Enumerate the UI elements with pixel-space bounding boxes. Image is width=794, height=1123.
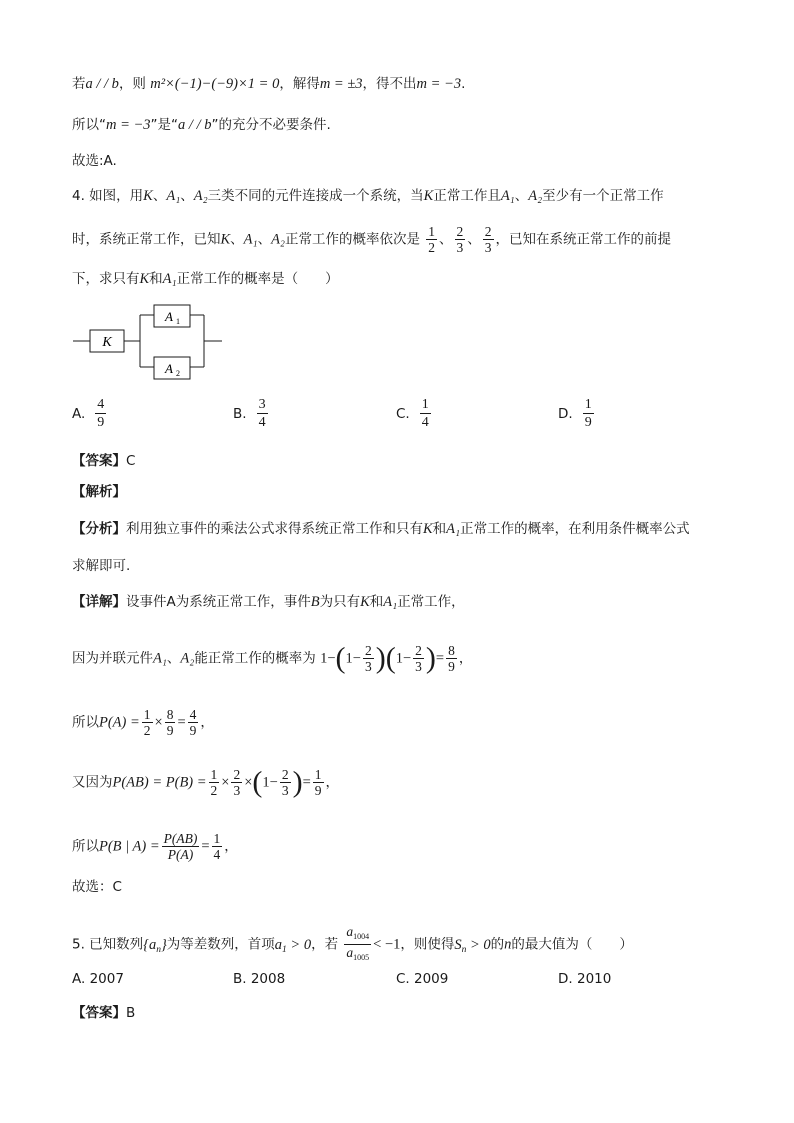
text: 下，求只有 — [72, 271, 140, 287]
fraction — [165, 707, 176, 738]
q5-stem — [72, 924, 633, 965]
numerator: 1 — [421, 397, 429, 412]
subscript: n — [156, 944, 161, 955]
text: ， — [325, 774, 340, 791]
numerator: 1 — [213, 831, 221, 846]
numerator: 2 — [484, 224, 492, 239]
math: = — [302, 774, 311, 791]
option-value — [95, 396, 106, 431]
text: 、 — [230, 231, 244, 248]
denominator: 9 — [448, 659, 455, 674]
q5-answer — [72, 1003, 135, 1023]
text: 至少有一个正常工作 — [542, 188, 664, 204]
denominator: 4 — [421, 415, 429, 430]
text: 4. 如图，用 — [72, 188, 144, 204]
text: 三类不同的元件连接成一个系统，当 — [207, 188, 424, 204]
q4-stem-line-3 — [72, 269, 339, 289]
q5-option-a[interactable]: A. 2007 — [72, 971, 124, 987]
subscript: 1005 — [353, 953, 370, 962]
fraction — [363, 643, 374, 674]
paren-close: ) — [375, 641, 386, 675]
text: 正常工作的概率是（ ） — [176, 271, 339, 287]
math: = — [201, 838, 210, 855]
text: 的最大值为（ ） — [511, 936, 633, 953]
text: ”是“ — [150, 117, 179, 133]
text: 和 — [432, 521, 447, 537]
denominator: 4 — [213, 847, 221, 862]
circuit-diagram — [70, 300, 230, 386]
paren-close: ) — [292, 765, 303, 799]
equation: m = −3 — [416, 76, 462, 92]
fraction — [313, 767, 324, 798]
q4-xiangjie-line-2 — [72, 643, 472, 674]
denominator: 2 — [143, 723, 151, 738]
option-a[interactable] — [72, 396, 108, 431]
text: 所以 — [72, 714, 99, 731]
math: } — [160, 936, 167, 953]
numerator: 8 — [448, 643, 455, 658]
q4-stem-line-2 — [72, 224, 671, 255]
text: 为只有 — [319, 594, 361, 610]
var-n: n — [504, 936, 512, 953]
numerator: 2 — [415, 643, 422, 658]
denominator: 3 — [484, 240, 492, 255]
q4-answer — [72, 451, 135, 471]
text: 5. 已知数列 — [72, 936, 144, 953]
fraction — [162, 831, 200, 862]
q4-xiangjie-line-5 — [72, 831, 238, 862]
var-a1: A₁ — [383, 594, 398, 610]
var-a1: A₁ — [162, 271, 177, 287]
text: ， — [200, 714, 214, 731]
math: > 0 — [286, 936, 312, 953]
denominator: 4 — [258, 415, 266, 430]
text: 设事件A为系统正常工作，事件 — [126, 594, 311, 610]
text: 利用独立事件的乘法公式求得系统正常工作和只有 — [126, 521, 423, 537]
denominator: P(A) — [167, 847, 194, 862]
var-k: K — [360, 594, 370, 610]
q4-analysis-tag — [72, 482, 126, 502]
text: 所以“ — [72, 117, 106, 133]
text: ，已知在系统正常工作的前提 — [495, 231, 672, 248]
fraction — [212, 831, 223, 862]
option-label: C. — [396, 405, 410, 422]
numerator: 1 — [584, 397, 592, 412]
numerator: 1 — [428, 224, 436, 239]
paren-open: ( — [335, 641, 346, 675]
math: × — [221, 774, 230, 791]
equation: m = −3 — [106, 117, 151, 133]
numerator: 3 — [258, 397, 266, 412]
numerator: 2 — [233, 767, 241, 782]
denominator: 9 — [97, 415, 105, 430]
fraction — [231, 767, 242, 798]
text: ， — [224, 838, 238, 855]
math: 1− — [320, 650, 336, 667]
text: 正常工作的概率依次是 — [284, 231, 420, 248]
separator: 、 — [467, 231, 481, 248]
var-k: K — [143, 188, 153, 204]
math: × — [154, 714, 163, 731]
q5-option-b[interactable]: B. 2008 — [233, 971, 286, 987]
var-a1: A₁ — [500, 188, 515, 204]
a2-subscript: 2 — [176, 369, 180, 378]
numerator: 1 — [210, 767, 218, 782]
a1-subscript: 1 — [176, 317, 180, 326]
parallel-condition: a / / b — [85, 76, 119, 92]
fraction — [344, 924, 371, 965]
text: ， — [458, 650, 473, 667]
var-a1: A₁ — [166, 188, 181, 204]
text: ，则使得 — [400, 936, 455, 953]
q5-option-d[interactable]: D. 2010 — [558, 971, 612, 987]
text: 、 — [514, 188, 529, 204]
denominator: 9 — [189, 723, 197, 738]
math: P(AB) = P(B) = — [112, 774, 207, 791]
text: 时，系统正常工作，已知 — [72, 231, 221, 248]
numerator: 4 — [97, 397, 105, 412]
fraction — [483, 224, 494, 255]
subscript: n — [461, 944, 467, 955]
var-a1: A₁ — [153, 650, 167, 667]
math: 1− — [345, 650, 361, 667]
text: 正常工作的概率，在利用条件概率公式 — [460, 521, 690, 537]
answer-value: C — [126, 453, 136, 469]
option-label: A. — [72, 405, 86, 422]
q4-choose: 故选：C — [72, 879, 122, 895]
text: 和 — [149, 271, 163, 287]
answer-value: B — [126, 1005, 136, 1021]
option-label: D. — [558, 405, 573, 422]
math: 1− — [395, 650, 412, 667]
k-label: K — [102, 335, 112, 350]
fraction — [280, 767, 291, 798]
text: 为等差数列，首项 — [166, 936, 275, 953]
denominator — [344, 945, 371, 965]
text: 正常工作且 — [433, 188, 501, 204]
equation: m = ±3 — [319, 76, 363, 92]
numerator: 4 — [189, 707, 197, 722]
var-a1: A₁ — [446, 521, 461, 537]
q4-fenxi-line-1 — [72, 519, 690, 539]
fraction — [142, 707, 153, 738]
math: P(B | A) = — [99, 838, 160, 855]
text: ，解得 — [279, 76, 320, 92]
var-k: K — [423, 521, 433, 537]
denominator: 2 — [210, 783, 218, 798]
option-value — [583, 396, 594, 431]
fraction — [413, 643, 424, 674]
denominator: 2 — [428, 240, 436, 255]
math: a — [346, 924, 354, 939]
math: a — [274, 936, 283, 953]
math: > 0 — [466, 936, 491, 953]
var-a2: A₂ — [180, 650, 195, 667]
text: 、 — [257, 231, 272, 248]
paren-close: ) — [425, 641, 436, 675]
xiangjie-tag: 【详解】 — [72, 594, 126, 610]
text: ，若 — [311, 936, 339, 953]
var-b: B — [310, 594, 320, 610]
text: 又因为 — [72, 774, 113, 791]
q4-xiangjie-line-1 — [72, 592, 465, 612]
option-label: B. — [233, 405, 247, 422]
var-k: K — [423, 188, 434, 204]
math — [454, 937, 490, 953]
subscript: 1 — [282, 944, 287, 955]
solution-line-2 — [72, 115, 331, 135]
q4-xiangjie-line-4 — [72, 767, 339, 798]
option-value — [420, 396, 431, 431]
var-a2: A₂ — [271, 231, 285, 248]
q5-option-c[interactable]: C. 2009 — [396, 971, 449, 987]
math: = — [177, 714, 186, 731]
numerator — [344, 924, 371, 945]
numerator: 8 — [166, 707, 174, 722]
text: 的 — [490, 936, 505, 953]
parallel-condition: a / / b — [178, 117, 212, 133]
text: ”的充分不必要条件. — [211, 117, 331, 133]
text: 正常工作， — [397, 594, 465, 610]
a2-label: A — [165, 361, 173, 376]
fenxi-tag: 【分析】 — [72, 521, 126, 537]
denominator: 3 — [364, 659, 372, 674]
text: 所以 — [72, 838, 99, 855]
var-a1: A₁ — [243, 231, 258, 248]
answer-tag: 【答案】 — [72, 453, 126, 469]
denominator: 9 — [314, 783, 322, 798]
text: 、 — [180, 188, 194, 204]
var-k: K — [139, 271, 150, 287]
option-d[interactable] — [558, 396, 596, 431]
numerator: 1 — [143, 707, 151, 722]
numerator: 2 — [364, 643, 372, 658]
numerator: 1 — [314, 767, 322, 782]
text: 能正常工作的概率为 — [194, 650, 316, 667]
numerator: 2 — [456, 224, 464, 239]
option-b[interactable] — [233, 396, 270, 431]
var-a2: A₂ — [528, 188, 543, 204]
var-k: K — [220, 231, 231, 248]
equation: m²×(−1)−(−9)×1 = 0 — [150, 76, 280, 92]
text: 若 — [72, 76, 86, 92]
option-value — [257, 396, 268, 431]
separator: 、 — [439, 231, 453, 248]
q4-stem-line-1 — [72, 186, 664, 206]
q4-fenxi-line-2: 求解即可. — [72, 558, 131, 574]
text: 、 — [152, 188, 167, 204]
text: 和 — [369, 594, 384, 610]
math: = — [435, 650, 445, 667]
a1-label: A — [165, 309, 173, 324]
subscript: 1004 — [353, 932, 370, 941]
denominator: 9 — [166, 723, 174, 738]
math: P(A) = — [99, 714, 140, 731]
denominator: 3 — [456, 240, 464, 255]
analysis-tag: 【解析】 — [72, 484, 126, 500]
math: < −1 — [373, 936, 401, 953]
q4-xiangjie-line-3 — [72, 707, 214, 738]
text: ，则 — [118, 76, 146, 92]
denominator: 9 — [584, 415, 592, 430]
numerator: P(AB) — [163, 831, 198, 846]
math — [275, 937, 311, 953]
answer-tag: 【答案】 — [72, 1005, 126, 1021]
text: . — [461, 76, 466, 92]
math: {a — [143, 936, 157, 953]
fraction — [426, 224, 437, 255]
text: ，得不出 — [362, 76, 417, 92]
option-c[interactable] — [396, 396, 433, 431]
text: 因为并联元件 — [72, 650, 153, 667]
choose-line: 故选:A. — [72, 153, 117, 169]
math — [143, 937, 167, 953]
math: S — [454, 936, 462, 953]
fraction — [446, 643, 457, 674]
paren-open: ( — [252, 765, 263, 799]
denominator: 3 — [233, 783, 241, 798]
fraction — [188, 707, 199, 738]
paren-open: ( — [385, 641, 396, 675]
fraction — [455, 224, 466, 255]
numerator: 2 — [281, 767, 289, 782]
denominator: 3 — [415, 659, 422, 674]
fraction — [209, 767, 220, 798]
math: × — [244, 774, 253, 791]
math: a — [346, 945, 354, 960]
text: 、 — [166, 650, 181, 667]
denominator: 3 — [281, 783, 289, 798]
math: 1− — [262, 774, 278, 791]
solution-line-1 — [72, 74, 465, 94]
var-a2: A₂ — [193, 188, 208, 204]
